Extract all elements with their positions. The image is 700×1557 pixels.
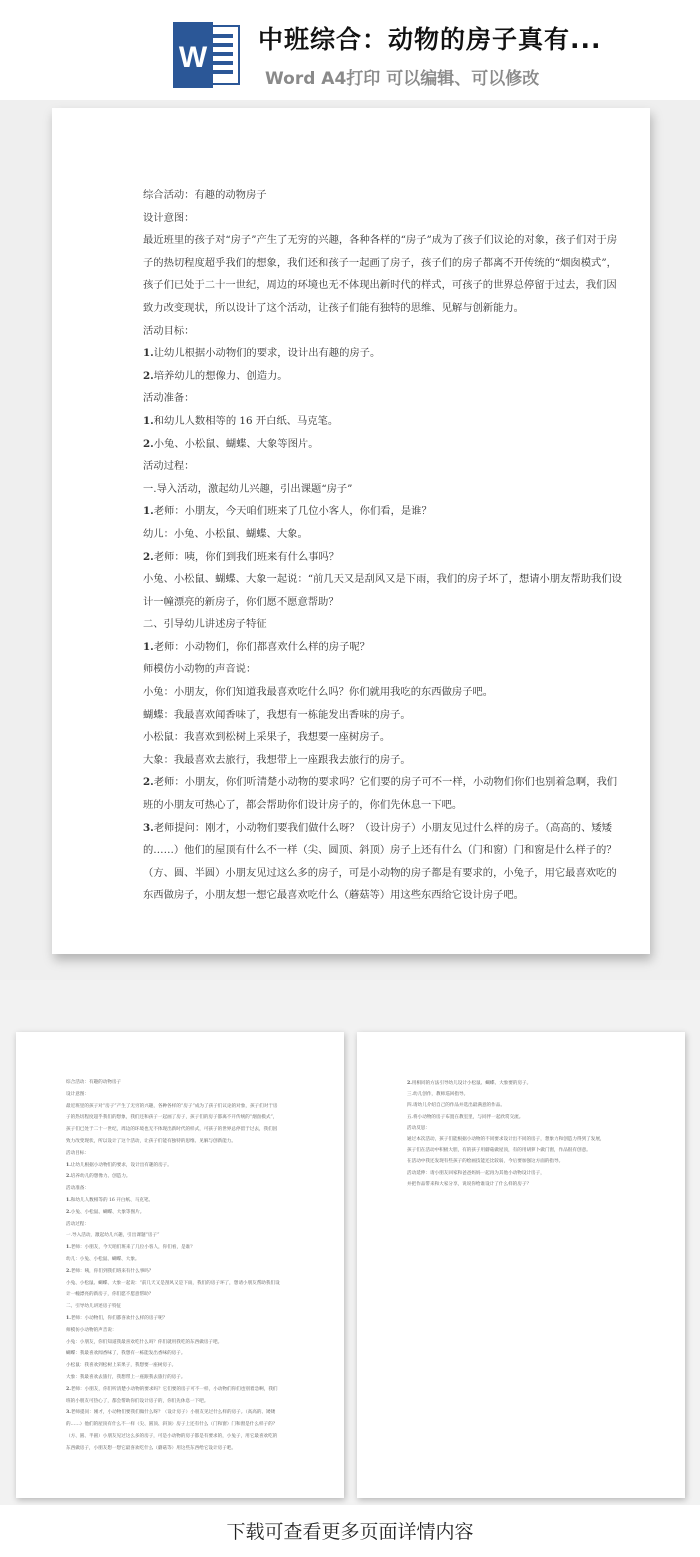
- thumbnail-1-line: 1.让幼儿根据小动物们的要求，设计出有趣的房子。: [66, 1162, 172, 1168]
- thumbnail-1-line: 计一幢漂亮的新房子，你们愿不愿意帮助？: [66, 1292, 154, 1298]
- thumbnail-1-line: 活动过程：: [66, 1221, 89, 1227]
- thumbnail-2-line: 活动反思：: [407, 1125, 430, 1131]
- document-line: 小兔、小松鼠、蝴蝶、大象一起说：“前几天又是刮风又是下雨，我们的房子坏了，想请小朋友帮助我们设: [143, 573, 622, 586]
- document-line: 致力改变现状，所以设计了这个活动，让孩子们能有独特的思维、见解与创新能力。: [143, 301, 524, 314]
- thumbnail-2-line: 四.请幼儿介绍自己的作品并选出最满意的作品。: [407, 1103, 505, 1109]
- thumbnail-1-line: 大象：我最喜欢去旅行，我想带上一座跟我去旅行的房子。: [66, 1374, 186, 1380]
- thumbnail-1-line: 蝴蝶：我最喜欢闻香味了，我想有一栋能发出香味的房子。: [66, 1351, 186, 1357]
- thumbnail-1-line: 小兔：小朋友，你们知道我最喜欢吃什么吗？你们就用我吃的东西做房子吧。: [66, 1339, 223, 1345]
- document-line: 1.让幼儿根据小动物们的要求，设计出有趣的房子。: [143, 347, 381, 360]
- thumbnail-1-line: 东西做房子，小朋友想一想它最喜欢吃什么（蘑菇等）用这些东西给它设计房子吧。: [66, 1445, 236, 1451]
- thumbnail-1-line: 1.和幼儿人数相等的 16 开白纸、马克笔。: [66, 1197, 154, 1203]
- thumbnail-1-line: 2.小兔、小松鼠、蝴蝶、大象等图片。: [66, 1209, 145, 1215]
- document-line: 最近班里的孩子对“房子”产生了无穷的兴趣，各种各样的“房子”成为了孩子们议论的对象，孩子们对于房: [143, 234, 618, 247]
- thumbnail-1-line: 2.培养幼儿的想像力、创造力。: [66, 1174, 131, 1180]
- document-line: 活动目标：: [143, 324, 195, 337]
- word-icon: [173, 22, 241, 88]
- document-line: 的……）他们的屋顶有什么不一样（尖、圆顶、斜顶）房子上还有什么（门和窗）门和窗是什么样子的？: [143, 844, 617, 857]
- word-icon-letter: W: [178, 41, 208, 74]
- document-line: 2.培养幼儿的想像力、创造力。: [143, 369, 288, 382]
- page-subtitle: Word A4打印 可以编辑、可以修改: [265, 69, 540, 89]
- document-line: 综合活动：有趣的动物房子: [143, 189, 267, 201]
- thumbnail-2-line: 通过本次活动，孩子们能根据小动物的不同要求设计出不同的房子，想象力和创造力得到了发展，: [407, 1136, 605, 1142]
- thumbnail-1-line: 幼儿：小兔、小松鼠、蝴蝶、大象。: [66, 1256, 140, 1262]
- page-thumbnail-2[interactable]: [357, 1032, 685, 1498]
- thumbnail-1-line: 1.老师：小动物们，你们都喜欢什么样的房子呢？: [66, 1315, 168, 1321]
- thumbnail-1-line: 二、引导幼儿讲述房子特征: [66, 1304, 122, 1310]
- document-line: 计一幢漂亮的新房子，你们愿不愿意帮助？: [143, 595, 339, 608]
- thumbnail-2-line: 活动延伸：请小朋友回家和爸爸妈妈一起再为其他小动物设计房子，: [407, 1170, 545, 1176]
- thumbnail-1-line: （方、圆、半圆）小朋友见过这么多的房子，可是小动物的房子都是有要求的，小兔子，用它最喜欢吃的: [66, 1433, 278, 1439]
- thumbnail-1-line: 的……）他们的屋顶有什么不一样（尖、圆顶、斜顶）房子上还有什么（门和窗）门和窗是什么样子的？: [66, 1422, 278, 1428]
- document-line: 班的小朋友可热心了，都会帮助你们设计房子的，你们先休息一下吧。: [143, 799, 463, 812]
- document-line: 一.导入活动，激起幼儿兴趣，引出课题“房子”: [143, 482, 353, 495]
- thumbnail-1-line: 2.老师：小朋友，你们听清楚小动物的要求吗？它们要的房子可不一样，小动物们你们也别着急啊，我们: [66, 1386, 278, 1392]
- thumbnail-1-line: 3.老师提问：刚才，小动物们要我们做什么呀？（设计房子）小朋友见过什么样的房子。（高高的、矮矮: [66, 1410, 276, 1416]
- thumbnail-1-line: 2.老师：咦，你们到我们班来有什么事吗？: [66, 1268, 154, 1274]
- document-line: 小松鼠：我喜欢到松树上采果子，我想要一座树房子。: [143, 731, 391, 744]
- thumbnail-1-line: 最近班里的孩子对“房子”产生了无穷的兴趣，各种各样的“房子”成为了孩子们议论的对象，孩子们对于房: [66, 1103, 278, 1109]
- thumbnail-2-line: 孩子们在活动中积极大胆，有的孩子用蘑菇做屋顶，有的用胡萝卜做门窗，作品很有创意。: [407, 1148, 591, 1154]
- thumbnail-1-line: 设计意图：: [66, 1091, 89, 1097]
- thumbnail-2-line: 三.幼儿创作，教师巡回指导。: [407, 1092, 469, 1098]
- document-line: 子的热切程度超乎我们的想象，我们还和孩子一起画了房子，孩子们的房子都离不开传统的“烟囱模式”，: [143, 256, 617, 269]
- thumbnail-2-line: 2.用相同的方法引导幼儿设计小松鼠、蝴蝶、大象要的房子。: [407, 1081, 532, 1086]
- thumbnail-1-line: 孩子们已处于二十一世纪，周边的环境也无不体现出新时代的样式，可孩子的世界总停留于过去，我们因: [66, 1127, 278, 1133]
- document-line: 设计意图：: [143, 211, 195, 224]
- footer: [0, 1505, 700, 1557]
- document-line: 二、引导幼儿讲述房子特征: [143, 618, 267, 631]
- thumbnail-1-line: 活动准备：: [66, 1186, 89, 1192]
- document-line: 幼儿：小兔、小松鼠、蝴蝶、大象。: [143, 527, 308, 540]
- document-line: 大象：我最喜欢去旅行，我想带上一座跟我去旅行的房子。: [143, 753, 411, 766]
- thumbnail-1-line: 小松鼠：我喜欢到松树上采果子，我想要一座树房子。: [66, 1363, 177, 1369]
- document-line: 2.老师：小朋友，你们听清楚小动物的要求吗？它们要的房子可不一样，小动物们你们也别着急啊，我们: [143, 776, 618, 789]
- document-line: 1.和幼儿人数相等的 16 开白纸、马克笔。: [143, 414, 339, 427]
- document-line: 东西做房子，小朋友想一想它最喜欢吃什么（蘑菇等）用这些东西给它设计房子吧。: [143, 889, 524, 902]
- thumbnail-1-line: 1.老师：小朋友，今天咱们班来了几位小客人，你们看，是谁？: [66, 1245, 195, 1251]
- download-more-text[interactable]: 下载可查看更多页面详情内容: [226, 1521, 474, 1543]
- document-line: 2.老师：咦，你们到我们班来有什么事吗？: [143, 550, 340, 563]
- thumbnail-1-line: 师模仿小动物的声音说：: [66, 1327, 117, 1333]
- thumbnail-1-line: 班的小朋友可热心了，都会帮助你们设计房子的，你们先休息一下吧。: [66, 1398, 209, 1404]
- document-line: 1.老师：小朋友，今天咱们班来了几位小客人，你们看，是谁？: [143, 505, 432, 518]
- document-line: 蝴蝶：我最喜欢闻香味了，我想有一栋能发出香味的房子。: [143, 708, 411, 721]
- document-line: 孩子们已处于二十一世纪，周边的环境也无不体现出新时代的样式，可孩子的世界总停留于过去，我们因: [143, 279, 617, 292]
- page-title: 中班综合：动物的房子真有...: [258, 25, 602, 54]
- thumbnail-2-line: 并把作品带来和大家分享，说说你给谁设计了什么样的房子？: [407, 1181, 532, 1187]
- thumbnail-1-line: 子的热切程度超乎我们的想象，我们还和孩子一起画了房子，孩子们的房子都离不开传统的“烟囱模式”，: [66, 1115, 278, 1121]
- thumbnail-1-line: 小兔、小松鼠、蝴蝶、大象一起说：“前几天又是刮风又是下雨，我们的房子坏了，想请小朋友帮助我们设: [66, 1280, 280, 1286]
- document-line: 2.小兔、小松鼠、蝴蝶、大象等图片。: [143, 437, 319, 450]
- document-line: 师模仿小动物的声音说：: [143, 663, 257, 676]
- document-line: （方、圆、半圆）小朋友见过这么多的房子，可是小动物的房子都是有要求的，小兔子，用它最喜欢吃的: [143, 866, 617, 879]
- document-line: 活动过程：: [143, 460, 195, 473]
- document-line: 小兔：小朋友，你们知道我最喜欢吃什么吗？你们就用我吃的东西做房子吧。: [143, 686, 494, 699]
- header: [0, 0, 700, 100]
- document-line: 3.老师提问：刚才，小动物们要我们做什么呀？（设计房子）小朋友见过什么样的房子。（高高的、矮矮: [143, 821, 612, 834]
- thumbnail-1-line: 致力改变现状，所以设计了这个活动，让孩子们能有独特的思维、见解与创新能力。: [66, 1138, 236, 1144]
- page-thumbnail-1[interactable]: [16, 1032, 344, 1498]
- thumbnail-1-body: [66, 1077, 306, 1455]
- document-line: 活动准备：: [143, 392, 195, 405]
- document-body: [143, 184, 622, 907]
- thumbnail-2-body: [407, 1078, 647, 1190]
- document-line: 1.老师：小动物们，你们都喜欢什么样的房子呢？: [143, 640, 370, 653]
- thumbnail-1-line: 一.导入活动，激起幼儿兴趣，引出课题“房子”: [66, 1233, 160, 1239]
- thumbnail-1-line: 活动目标：: [66, 1150, 89, 1156]
- thumbnail-2-line: 五.将小动物的房子布置在教室里，与同伴一起欣赏交流。: [407, 1114, 524, 1120]
- document-page: [52, 108, 650, 954]
- thumbnail-1-line: 综合活动：有趣的动物房子: [66, 1080, 122, 1085]
- thumbnail-2-line: 在活动中我还发现有些孩子的绘画技能还比较弱，今后要加强这方面的指导。: [407, 1159, 564, 1165]
